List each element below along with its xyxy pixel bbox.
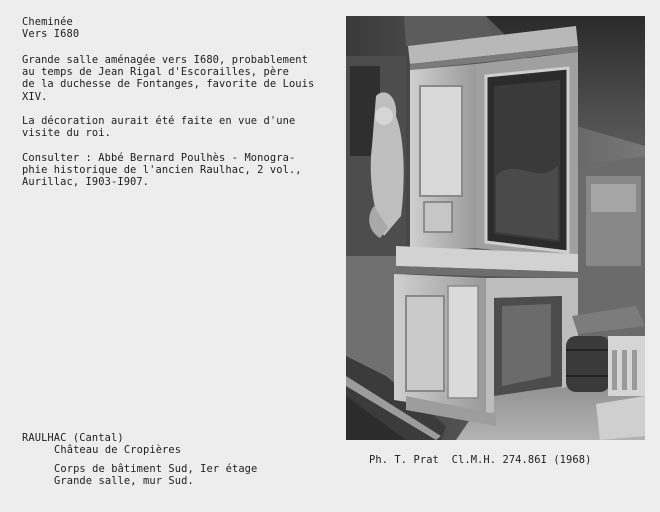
- date-line: Vers I680: [22, 28, 80, 41]
- photo-credit: Ph. T. Prat Cl.M.H. 274.86I (1968): [369, 454, 592, 466]
- description-line: XIV.: [22, 90, 48, 103]
- location-line: Corps de bâtiment Sud, Ier étage: [54, 463, 258, 475]
- reference-line: phie historique de l'ancien Raulhac, 2 vol.,: [22, 164, 302, 177]
- note-line: visite du roi.: [22, 127, 111, 140]
- description-line: de la duchesse de Fontanges, favorite de Louis: [22, 78, 315, 91]
- reference-line: Aurillac, I903-I907.: [22, 176, 150, 189]
- description-line: au temps de Jean Rigal d'Escorailles, père: [22, 66, 289, 79]
- subject-title: Cheminée: [22, 16, 73, 28]
- fireplace-photograph: [346, 16, 645, 440]
- place-name: RAULHAC (Cantal): [22, 432, 124, 444]
- photo-image: [346, 16, 645, 440]
- note-block: [22, 115, 295, 139]
- note-line: La décoration aurait été faite en vue d'une: [22, 115, 296, 127]
- reference-block: [22, 152, 302, 189]
- reference-line: Consulter : Abbé Bernard Poulhès - Monogra-: [22, 152, 296, 164]
- building-name: Château de Cropières: [54, 444, 182, 456]
- location-detail: [54, 463, 257, 487]
- description-block: [22, 54, 314, 103]
- header-block: [22, 16, 79, 40]
- location-line: Grande salle, mur Sud.: [54, 475, 194, 488]
- description-line: Grande salle aménagée vers I680, probablement: [22, 54, 309, 66]
